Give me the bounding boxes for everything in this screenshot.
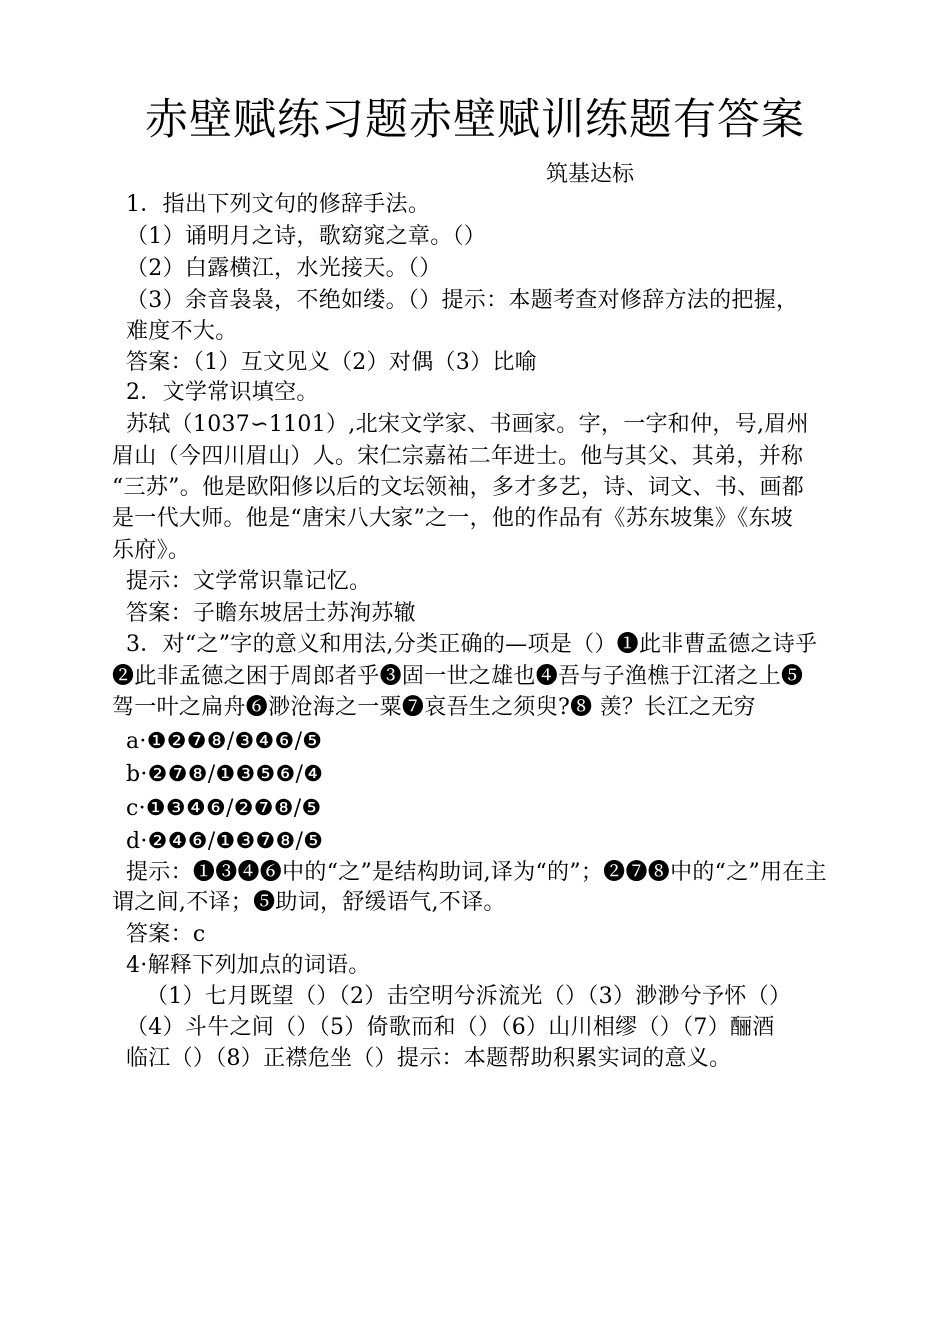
question-4-heading: 4·解释下列加点的词语。	[126, 953, 371, 978]
document-title: 赤壁赋练习题赤壁赋训练题有答案	[145, 95, 805, 145]
text-line: （4）斗牛之间（）（5）倚歌而和（）（6）山川相缪（）（7）酾酒	[126, 1015, 775, 1040]
text-line: ❷此非孟德之困于周郎者乎❸固一世之雄也❹吾与子渔樵于江渚之上❺	[112, 664, 804, 689]
hint-line: 提示：文学常识靠记忆。	[126, 569, 372, 594]
text-line: （2）白露横江，水光接天。（）	[126, 256, 442, 281]
text-line: 驾一叶之扁舟❻渺沧海之一粟❼哀吾生之须臾?❽ 羡？长江之无穷	[112, 695, 756, 720]
text-line: “三苏”。他是欧阳修以后的文坛领袖，多才多艺，诗、词文、书、画都	[112, 475, 805, 500]
text-line: （1）七月既望（）（2）击空明兮泝流光（）（3）渺渺兮予怀（）	[146, 984, 792, 1009]
option-a: a·❶❷❼❽/❸❹❻/❺	[126, 729, 323, 754]
answer-line: 答案：（1）互文见义（2）对偶（3）比喻	[126, 350, 537, 375]
answer-line: 答案：子瞻东坡居士苏洵苏辙	[126, 601, 416, 626]
text-line: 难度不大。	[126, 319, 238, 344]
text-line: 乐府》。	[112, 538, 191, 563]
option-d: d·❷❹❻/❶❸❼❽/❺	[126, 829, 324, 854]
text-line: 临江（）（8）正襟危坐（）提示：本题帮助积累实词的意义。	[126, 1046, 732, 1071]
text-line: （3）余音袅袅，不绝如缕。（）提示：本题考查对修辞方法的把握，	[126, 288, 799, 313]
question-1-heading: 1．指出下列文句的修辞手法。	[126, 192, 431, 217]
text-line: 谓之间,不译；❺助词，舒缓语气,不译。	[112, 890, 506, 915]
option-c: c·❶❸❹❻/❷❼❽/❺	[126, 796, 322, 821]
answer-line: 答案：c	[126, 922, 206, 947]
question-3-heading: 3．对“之”字的意义和用法,分类正确的—项是（）❶此非曹孟德之诗乎	[126, 632, 818, 657]
text-line: 苏轼（1037∽1101）,北宋文学家、书画家。字，一字和仲，号,眉州	[126, 412, 809, 437]
option-b: b·❷❼❽/❶❸❺❻/❹	[126, 762, 324, 787]
text-line: 是一代大师。他是“唐宋八大家”之一，他的作品有《苏东坡集》《东坡	[112, 506, 794, 531]
text-line: 眉山（今四川眉山）人。宋仁宗嘉祐二年进士。他与其父、其弟，并称	[112, 444, 804, 469]
document-subtitle: 筑基达标	[546, 162, 635, 187]
hint-line: 提示：❶❸❹❻中的“之”是结构助词,译为“的”；❷❼❽中的“之”用在主	[126, 860, 827, 885]
question-2-heading: 2．文学常识填空。	[126, 380, 319, 405]
text-line: （1）诵明月之诗，歌窈窕之章。（）	[126, 224, 487, 249]
